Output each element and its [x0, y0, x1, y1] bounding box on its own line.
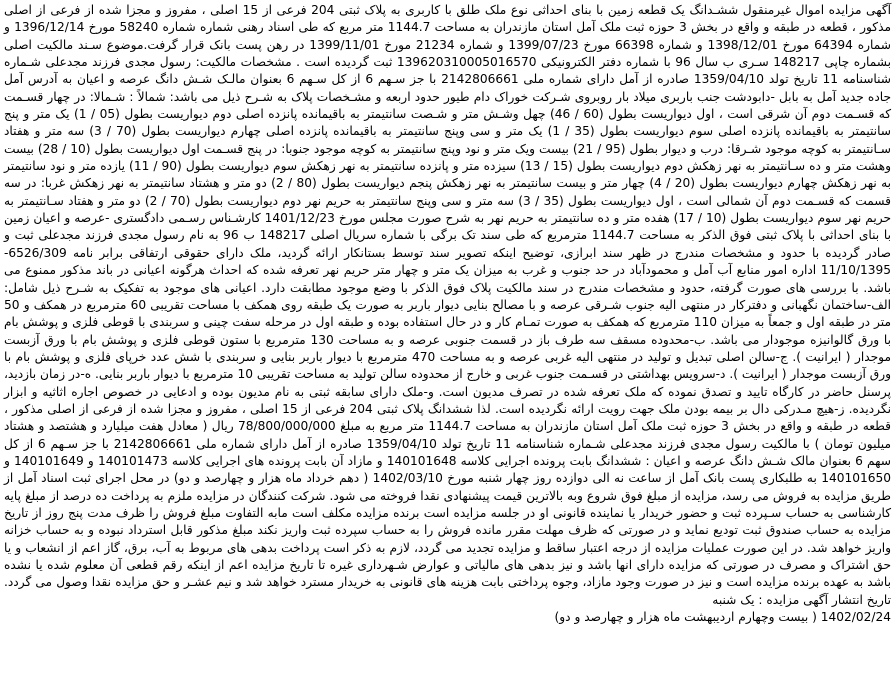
- auction-notice-text: آگهی مزایده اموال غیرمنقول ششـدانگ یک قطعه زمین با بنای احداثی نوع ملک طلق با کاربری به پلاک ثبتی 204 فرعی از 15 اصلی ، مفروز و مجزا شده از فرعی از اصلی مذکور ، قطعه در طبقه و واقع در بخش 3 حوزه ثبت ملک آمل استان مازندران به مساحت 1144.7 متر مربع که طی اسناد رهنی شماره شماره 58240 مورخ 1396/12/14 و شماره 64394 مورخ 1398/12/01 و شماره 66398 مورخ 1399/07/23 و شماره 21234 مورخ 1399/11/01 در رهن پست بانک قرار گرفت.موضوع سـند مالکیت اصلی بشماره چاپی 148217 سـری ب سال 96 با شماره دفتر الکترونیکی 139620310005016570 ثبت گردیده است . مشخصات مالکیت: رسول مجدی فرزند مجدعلی شـماره شناسنامه 11 تاریخ تولد 1359/04/10 صادره از آمل دارای شماره ملی 2142806661 با جز سـهم 6 از کل سـهم 6 بعنوان مالـک شـش دانگ عرصه و اعیان به آدرس آمل جاده جدید آمل به بابل -دابودشت جنب باربری میلاد بار روبروی شـرکت خوراک دام طیور حدود اربعه و مشـخصات پلاک به شـرح ذیل می باشد: شمالاً : شـمالا: در چهار قسـمت که قسـمت دوم آن شرقی است ، اول دیواریست بطول (60 / 46) چهل وشـش متر و شـصت سانتیمتر به باقیمانده پانزده اصلی دوم دیواریست بطول (05 / 1) یک متر و پنج سانتیمتر به باقیمانده پانزده اصلی سوم دیواریست بطول (35 / 1) یک متر و سی وپنج سانتیمتر به باقیمانده پانزده اصلی چهارم دیواریست بطول (70 / 3) سه متر و هفتاد سـانتیمتر به کوچه موجود شـرقا: درب و دیوار بطول (95 / 21) بیست ویک متر و نود وپنج سانتیمتر به کوچه موجود جنوبا: در پنج قسـمت اول دیواریست بطول (10 / 28) بیست وهشت متر و ده سـانتیمتر به نهر زهکش دوم دیواریست بطول (15 / 13) سیزده متر و پانزده سانتیمتر به نهر زهکش سوم دیواریست بطول (90 / 11) یازده متر و نود سانتیمتر به نهر زهکش چهارم دیواریست بطول (20 / 4) چهار متر و بیست سانتیمتر به نهر زهکش پنجم دیواریست بطول (80 / 2) دو متر و هشتاد سانتیمتر به نهر زهکش غربا: در سه قسمت که قسـمت دوم آن شمالی است ، اول دیواریست بطول (35 / 3) سه متر و سی وپنج سانتیمتر به حریم نهر دوم دیواریست بطول (70 / 2) دو متر و هفتاد سـانتیمتر به حریم نهر سوم دیواریست بطول (10 / 17) هفده متر و ده سانتیمتر به حریم نهر به شرح صورت مجلس مورخ 1401/12/23 کارشـناس رسـمی دادگستری -عرصه و اعیان زمین با بنای احداثی با پلاک ثبتی فوق الذکر به مساحت 1144.7 مترمربع که طی سند تک برگی با شماره سریال اصلی 148217 ب 96 به نام رسول مجدی فرزند مجدعلی ثبت و صادر گردیده با حدود و مشخصات مندرج در ظهر سند ابرازی، توضیح اینکه تصویر سند توسط بستانکار ارائه گردید، ملک دارای حقوقی ارتفاقی برابر نامه 6526/309-11/10/1395 اداره امور منابع آب آمل و محمودآباد در حد جنوب و غرب به میزان یک متر و چهار متر حریم نهر تعرفه شده که احداث هرگونه اعیانی در باند مذکور ممنوع می باشد. با بررسی های صورت گرفته، حدود و مشخصات مندرج در سند مالکیت پلاک فوق الذکر با وضع موجود مطابقت دارد. اعیانی های موجود به تفکیک به شـرح ذیل شامل: الف-ساختمان نگهبانی و دفترکار در منتهی الیه جنوب شـرقی عرصه و با مصالح بنایی دیوار باربر به صورت یک طبقه روی همکف با مساحت تقریبی 60 مترمربع در همکف و 50 متر در طبقه اول و جمعاً به میزان 110 مترمربع که همکف به صورت تمـام کار و در حال استفاده بوده و طبقه اول در مرحله سفت چینی و سربندی با قوطی فلزی و پوشش بام با ورق گالوانیزه موجودار می باشد. ب-محدوده مسقف سه طرف باز در قسمت جنوبی عرصه و به مساحت 130 مترمربع با ستون قوطی فلزی و پوشش بام با ورق آزبست موجدار ( ایرانیت ). ج-سالن اصلی تبدیل و تولید در منتهی الیه غربی عرصه و به مساحت 470 مترمربع با دیوار باربر بنایی و سربندی با شش عدد خرپای فلزی و پوشش بام با ورق آزبست موجدار ( ایرانیت ). د-سرویس بهداشتی در قسـمت جنوب غربی و خارج از محدوده سالن تولید به مساحت تقریبی 10 مترمربع با دیوار باربر بنایی. ه-در زمان بازدید، پرسنل حاضر در کارگاه تایید و تصدق نموده که ملک تعرفه شده در تصرف مدیون است. و-ملک دارای سابقه ثبتی به نام مدیون بوده و ادعایی در خصوص اجاره اثاثیه و ابزار نگردیده. ز-هیچ مـدرکی دال بر بیمه بودن ملک جهت رویت ارائه نگردیده است. لذا ششدانگ پلاک ثبتی 204 فرعی از 15 اصلی ، مفروز و مجزا شده از فرعی از اصلی مذکور ، قطعه در طبقه و واقع در بخش 3 حوزه ثبت ملک آمل استان مازندران به مساحت 1144.7 متر مربع به مبلغ 78/800/000/000 ریال ( معادل هفت میلیارد و هشتصد و هشتاد میلیون تومان ) با مالکیت رسول مجدی فرزند مجدعلی شـماره شناسنامه 11 تاریخ تولد 1359/04/10 صادره از آمل دارای شماره ملی 2142806661 با جز سـهم 6 از کل سهم 6 بعنوان مالک شـش دانگ عرصه و اعیان : ششدانگ بابت پرونده اجرایی کلاسه 140101648 و مازاد آن بابت پرونده های اجرایی کلاسه 140101473 و 140101649 و 140101650 به طلبکاری پست بانک آمل از ساعت نه الی دوازده روز چهار شنبه مورخ 1402/03/10 ( دهم خرداد ماه هزار و چهارصد و دو) در محل اجرای ثبت اسناد آمل از طریق مزایده به فروش می رسد، مزایده از مبلغ فوق شروع وبه بالاترین قیمت پیشنهادی نقدا فروخته می شود. شرکت کنندگان در مزایده ملزم به پرداخت ده درصد از مبلغ پایه کارشناسی به حساب سـپرده ثبت و حضور خریدار یا نماینده قانونی او در جلسه مزایده است برنده مزایده مکلف است مابه التفاوت مبلغ فروش را ظرف مدت پنج روز از تاریخ مزایده به حساب صندوق ثبت تودیع نماید و در صورتی که ظرف مهلت مقرر مانده فروش را به حساب سپرده ثبت واریز نکند مبلغ مذکور قابل استرداد نبوده و به حساب خزانه واریز خواهد شد. در این صورت عملیات مزایده از درجه اعتبار ساقط و مزایده تجدید می گردد، لازم به ذکر است پرداخت بدهی های مربوط به آب، برق، گاز اعم از انشعاب و یا حق اشتراک و مصرف در صورتی که مزایده دارای انها باشد و نیز بدهی های مالیاتی و عوارض شـهرداری غیره تا تاریخ مزایده اعم از اینکه رقم قطعی آن معلوم شده یا نشده باشد به عهده برنده مزایده است و نیز در صورت وجود مازاد، وجوه پرداختی بابت هزینه های قانونی به خریدار مسترد خواهد شد و نیم عشـر و حق مزایده نقدا وصول می گردد. تاریخ انتشار آگهی مزایده : یک شنبه: [4, 3, 892, 607]
- publish-date-line: 1402/02/24 ( بیست وچهارم اردیبهشت ماه هزار و چهارصد و دو): [554, 610, 891, 625]
